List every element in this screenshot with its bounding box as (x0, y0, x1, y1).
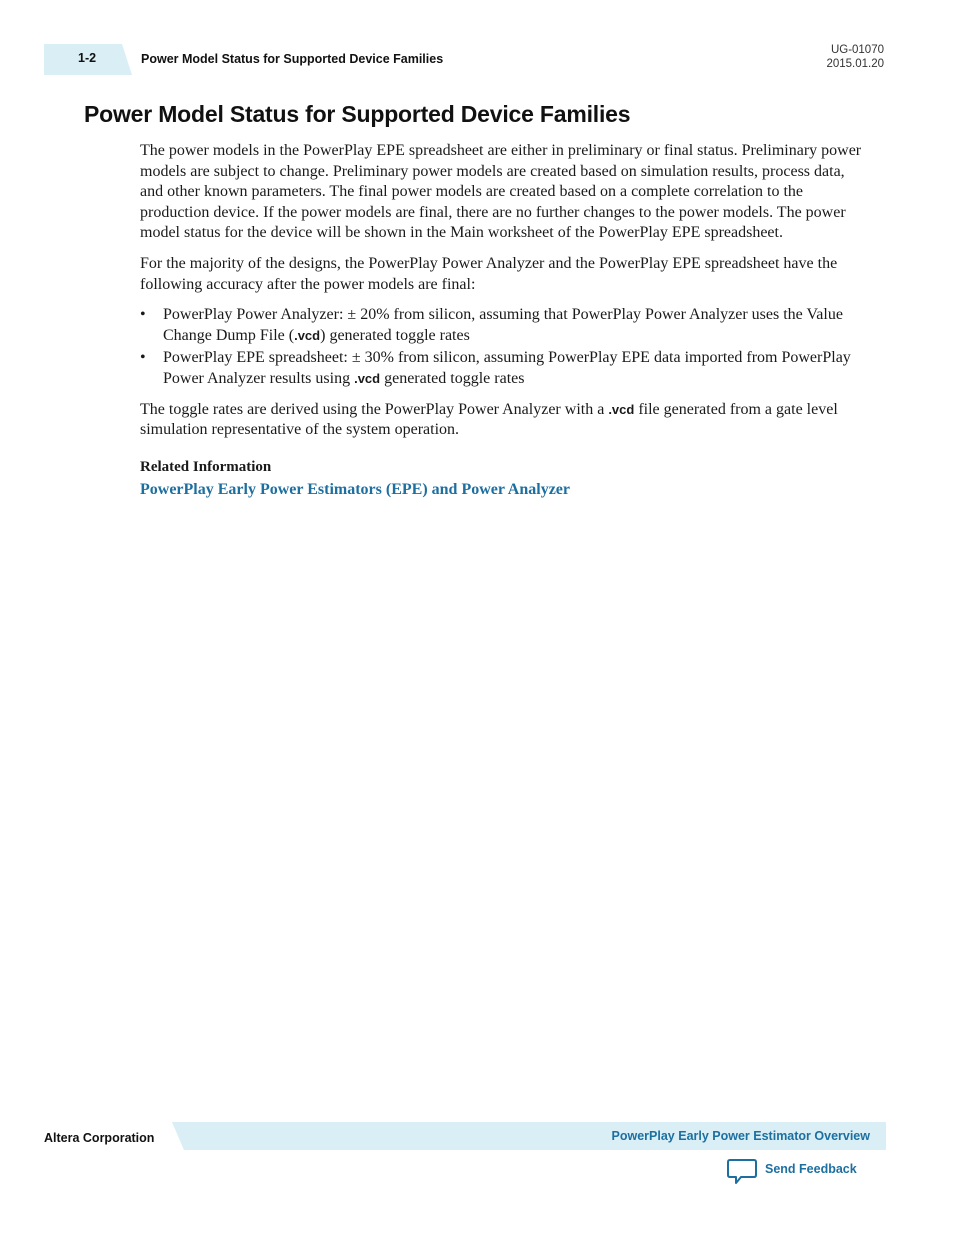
speech-bubble-icon (727, 1158, 757, 1186)
vcd-code: .vcd (608, 401, 635, 417)
list-item: • PowerPlay EPE spreadsheet: ± 30% from silicon, assuming PowerPlay EPE data imported from PowerPlay Power Analyzer results using .vcd generated toggle rates (140, 349, 851, 387)
doc-date: 2015.01.20 (826, 58, 884, 70)
footer-doc-title[interactable]: PowerPlay Early Power Estimator Overview (611, 1129, 870, 1143)
running-title: Power Model Status for Supported Device Families (141, 52, 444, 66)
paragraph-toggle-rates: The toggle rates are derived using the PowerPlay Power Analyzer with a .vcd file generated from a gate level simulation representative of the system operation. (140, 400, 838, 439)
vcd-code: .vcd (294, 327, 321, 343)
send-feedback-button[interactable] (727, 1158, 857, 1188)
send-feedback-label: Send Feedback (765, 1162, 857, 1176)
doc-id: UG-01070 (830, 44, 884, 56)
footer-company: Altera Corporation (44, 1131, 155, 1145)
accuracy-list (140, 305, 870, 389)
section-heading: Power Model Status for Supported Device Families (84, 101, 631, 127)
paragraph-accuracy: For the majority of the designs, the PowerPlay Power Analyzer and the PowerPlay EPE spreadsheet have the following accuracy after the power models are final: (140, 254, 838, 293)
page-number: 1-2 (78, 51, 97, 65)
paragraph-status: The power models in the PowerPlay EPE spreadsheet are either in preliminary or final status. Preliminary power models are subject to change. Preliminary power models are created based on simulation results, process data, and other known parameters. The final power models are created based on a complete correlation to the production device. If the power models are final, there are no further changes to the power models. The power model status for the device will be shown in the Main worksheet of the PowerPlay EPE spreadsheet. (140, 142, 862, 242)
bullet-icon: • (140, 349, 146, 367)
vcd-code: .vcd (354, 370, 381, 386)
related-information-label: Related Information (140, 458, 272, 475)
bullet-icon: • (140, 306, 146, 324)
section-body (140, 141, 870, 501)
related-link-epe[interactable]: PowerPlay Early Power Estimators (EPE) and Power Analyzer (140, 481, 570, 499)
doc-id-block (826, 43, 884, 71)
list-item: • PowerPlay Power Analyzer: ± 20% from silicon, assuming that PowerPlay Power Analyzer uses the Value Change Dump File (.vcd) generated toggle rates (140, 306, 843, 344)
